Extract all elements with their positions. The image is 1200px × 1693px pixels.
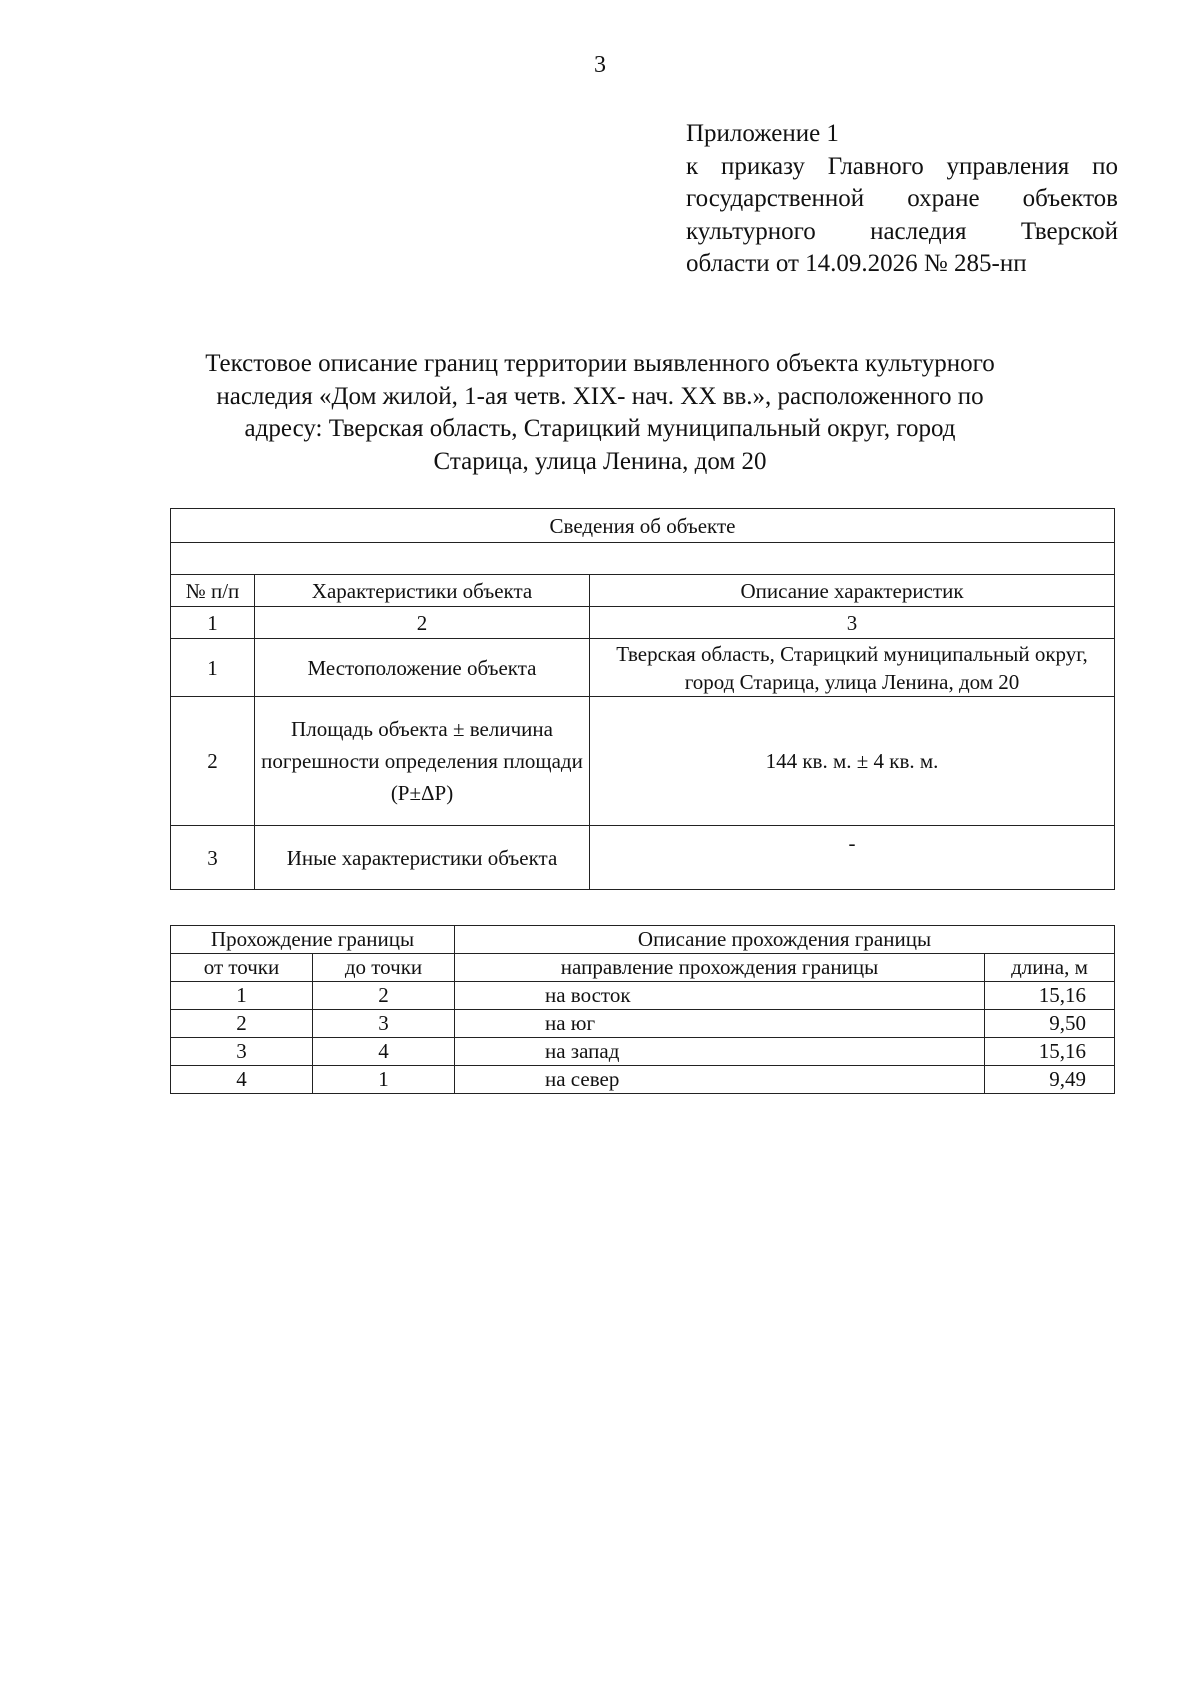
table-index-row [171,607,1115,639]
direction: на север [455,1066,985,1094]
appendix-reference [686,118,1118,281]
table-header-row [171,575,1115,607]
appendix-line: к приказу Главного управления по [686,152,1118,180]
table-row [171,1066,1115,1094]
header-cell: Описание прохождения границы [455,926,1115,954]
header-cell: направление прохождения границы [455,954,985,982]
table-row [171,1010,1115,1038]
appendix-line: культурного наследия Тверской [686,217,1118,245]
appendix-line: государственной охране объектов [686,185,1118,212]
from-point: 1 [171,982,313,1010]
direction: на восток [455,982,985,1010]
document-title [150,348,1050,478]
row-number: 3 [171,826,255,890]
row-number: 2 [171,697,255,826]
row-value: Тверская область, Старицкий муниципальный округ, город Старица, улица Ленина, дом 20 [590,639,1115,697]
direction: на запад [455,1038,985,1066]
appendix-line: Приложение 1 [686,120,839,147]
to-point: 4 [313,1038,455,1066]
length: 9,50 [985,1010,1115,1038]
title-line: адресу: Тверская область, Старицкий муниципальный округ, город [244,415,956,442]
from-point: 4 [171,1066,313,1094]
length: 15,16 [985,1038,1115,1066]
title-line: Старица, улица Ленина, дом 20 [433,447,767,475]
table-row [171,982,1115,1010]
header-cell: Описание характеристик [590,575,1115,607]
info-table-caption: Сведения об объекте [171,509,1115,543]
header-cell: Характеристики объекта [255,575,590,607]
row-name: Иные характеристики объекта [255,826,590,890]
header-cell: длина, м [985,954,1115,982]
row-name: Площадь объекта ± величина погрешности определения площади (P±ΔP) [255,697,590,826]
from-point: 2 [171,1010,313,1038]
to-point: 2 [313,982,455,1010]
header-cell: Прохождение границы [171,926,455,954]
table-row [171,639,1115,697]
header-cell: до точки [313,954,455,982]
index-cell: 3 [590,607,1115,639]
row-value: - [590,826,1115,890]
direction: на юг [455,1010,985,1038]
title-line: Текстовое описание границ территории выявленного объекта культурного [205,350,995,377]
from-point: 3 [171,1038,313,1066]
length: 9,49 [985,1066,1115,1094]
table-header-row [171,926,1115,954]
table-row [171,697,1115,826]
appendix-line: области от 14.09.2026 № 285-нп [686,250,1027,277]
to-point: 3 [313,1010,455,1038]
object-info-table [170,508,1115,890]
row-number: 1 [171,639,255,697]
title-line: наследия «Дом жилой, 1-ая четв. XIX- нач. XX вв.», расположенного по [216,382,984,410]
table-header-row [171,954,1115,982]
table-row [171,1038,1115,1066]
row-name: Местоположение объекта [255,639,590,697]
to-point: 1 [313,1066,455,1094]
row-value: 144 кв. м. ± 4 кв. м. [590,697,1115,826]
page-number: 3 [594,52,606,78]
length: 15,16 [985,982,1115,1010]
boundary-route-table [170,925,1115,1094]
header-cell: от точки [171,954,313,982]
info-table-empty-row [171,543,1115,575]
table-row [171,826,1115,890]
index-cell: 1 [171,607,255,639]
header-cell: № п/п [171,575,255,607]
index-cell: 2 [255,607,590,639]
